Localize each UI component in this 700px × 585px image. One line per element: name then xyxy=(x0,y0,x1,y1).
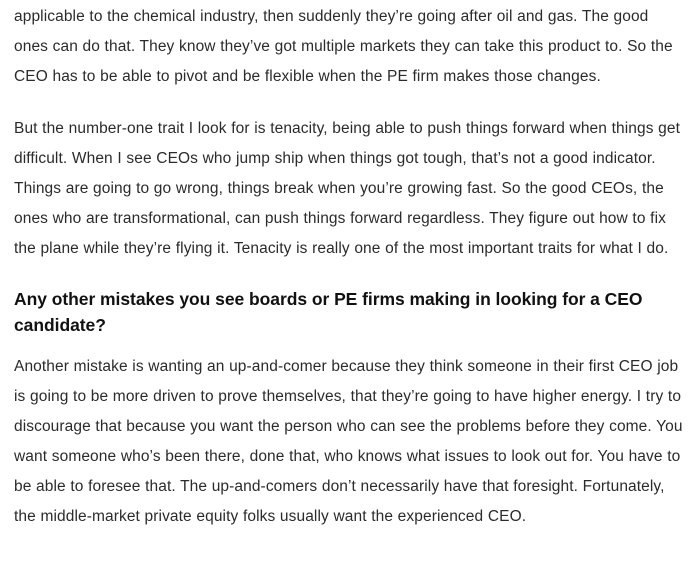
section-subheading: Any other mistakes you see boards or PE firms making in looking for a CEO candidate? xyxy=(14,289,643,335)
paragraph-tenacity: But the number-one trait I look for is tenacity, being able to push things forward when things get difficult. When I see CEOs who jump ship when things got tough, that’s not a good indicator. Things are going to go wrong, things break when you’re growing fast. So the good CEOs, the ones who are transformational, can push things forward regardless. They figure out how to fix the plane while they’re flying it. Tenacity is really one of the most important traits for what I do. xyxy=(14,120,681,257)
paragraph-continuation: applicable to the chemical industry, then suddenly they’re going after oil and gas. The good ones can do that. They know they’ve got multiple markets they can take this product to. So the CEO has to be able to pivot and be flexible when the PE firm makes those changes. xyxy=(14,8,673,85)
paragraph-closing: Another mistake is wanting an up-and-comer because they think someone in their first CEO job is going to be more driven to prove themselves, that they’re going to have higher energy. I try to discourage that because you want the person who can see the problems before they come. You want someone who’s been there, done that, who knows what issues to look out for. You have to be able to foresee that. The up-and-comers don’t necessarily have that foresight. Fortunately, the middle-market private equity folks usually want the experienced CEO. xyxy=(14,358,683,525)
